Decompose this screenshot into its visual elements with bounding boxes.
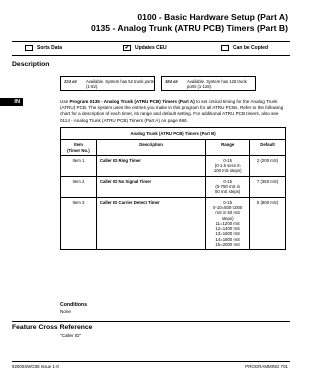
range-line: 50 mS steps) (215, 189, 241, 195)
range-line: 11=1200 mS (215, 220, 240, 226)
range-line: 12=1400 mS (215, 226, 240, 232)
system-text-224-line2: (1-52). (86, 84, 99, 90)
description-heading: Description (12, 61, 50, 68)
page-title-line1: 0100 - Basic Hardware Setup (Part A) (137, 12, 288, 22)
description-text (60, 99, 286, 124)
cell-default: 2 (200 mS) (250, 155, 286, 176)
cell-description: Caller ID No Signal Timer (96, 176, 205, 197)
range-line: 13=1600 mS (215, 231, 240, 237)
cell-default: 6 (800 mS) (250, 197, 286, 250)
feature-cross-reference-heading: Feature Cross Reference (12, 324, 93, 331)
top-rule (12, 41, 290, 42)
header-item (61, 140, 97, 156)
footer-left: 92000SWG08 Issue 1-0 (12, 364, 59, 369)
sorts-data-label: Sorts Data (37, 45, 63, 51)
footer-right: PROGRAMMING 701 (245, 364, 288, 369)
system-text-384 (187, 79, 247, 89)
range-line: 100 mS steps) (213, 168, 242, 174)
cell-range (206, 197, 250, 250)
system-text-224-line1: Available. System has 52 trunk ports (86, 79, 154, 84)
table-caption: Analog Trunk (ATRU PCB) Timers (Part B) (61, 128, 286, 140)
updates-ceu-label: Updates CEU (135, 45, 167, 51)
feature-cross-reference-text: "Caller ID" (60, 333, 82, 338)
range-line: 14=1800 mS (215, 236, 240, 242)
table-row (61, 197, 286, 250)
conditions-heading: Conditions (60, 302, 88, 308)
timers-table (60, 127, 286, 250)
cell-range (206, 176, 250, 197)
flag-bar (12, 44, 290, 52)
cross-ref-rule (12, 321, 290, 322)
range-line: 0-10=500-1000 (213, 204, 243, 210)
system-tag-224: 224 ## (64, 79, 77, 84)
footer-rule (12, 361, 290, 362)
cell-default: 7 (350 mS) (250, 176, 286, 197)
cell-item: Item 2 (61, 176, 97, 197)
header-item-sub: (Timer No.) (67, 147, 90, 153)
range-line: 0-15 (223, 157, 232, 163)
header-description: Description (96, 140, 205, 156)
header-range: Range (206, 140, 250, 156)
range-line: steps) (221, 215, 234, 221)
header-default: Default (250, 140, 286, 156)
can-be-copied-label: Can be Copied (233, 45, 269, 51)
range-line: 0-15 (223, 178, 232, 184)
table-row (61, 176, 286, 197)
cell-description: Caller ID Carrier Detect Timer (96, 197, 205, 250)
range-line: (0-750 mS in (215, 184, 240, 190)
cell-range (206, 155, 250, 176)
range-line: 15=2000 mS (215, 242, 240, 248)
table-row (61, 155, 286, 176)
system-box-384 (161, 76, 256, 91)
description-text-prefix: Use (60, 99, 70, 104)
flag-rule (12, 55, 290, 56)
table-header-row (61, 140, 286, 156)
system-box-224 (60, 76, 155, 91)
page-title-line2: 0135 - Analog Trunk (ATRU PCB) Timers (Part B) (90, 23, 288, 33)
header-item-label: Item (74, 142, 83, 148)
updates-ceu-checkbox: ✔ (124, 45, 130, 51)
description-program-link[interactable]: Program 0135 - Analog Trunk (ATRU PCB) Timers (Part A) (69, 99, 195, 104)
system-text-384-line2: ports (1-128). (187, 84, 213, 90)
range-line: (0-1.5 secs in (214, 163, 241, 169)
description-text-rest: to set critical timing for the Analog Trunk (ATRU) PCB. The system uses the entries you make in this program for all ATRU PCBs. Refer to the following chart for a description of each timer, its range and default setting. For additional ATRU PCB timers, also see 0114 - Analog Trunk (ATRU PCB) Timers (Part A) on page 666. (60, 99, 284, 123)
system-text-384-line1: Available. System has 128 trunk (187, 79, 247, 84)
cell-description: Caller ID Ring Timer (96, 155, 205, 176)
table-caption-row (61, 128, 286, 140)
system-text-224 (86, 79, 154, 89)
range-line: mS in 50 mS (215, 210, 240, 216)
in-badge: IN (0, 98, 23, 106)
system-tag-384: 384 ## (165, 79, 178, 84)
can-be-copied-checkbox (221, 45, 229, 51)
cell-item: Item 1 (61, 155, 97, 176)
range-line: 0-15 (223, 199, 232, 205)
cell-item: Item 3 (61, 197, 97, 250)
sorts-data-checkbox (25, 45, 33, 51)
conditions-text: None (60, 309, 71, 314)
